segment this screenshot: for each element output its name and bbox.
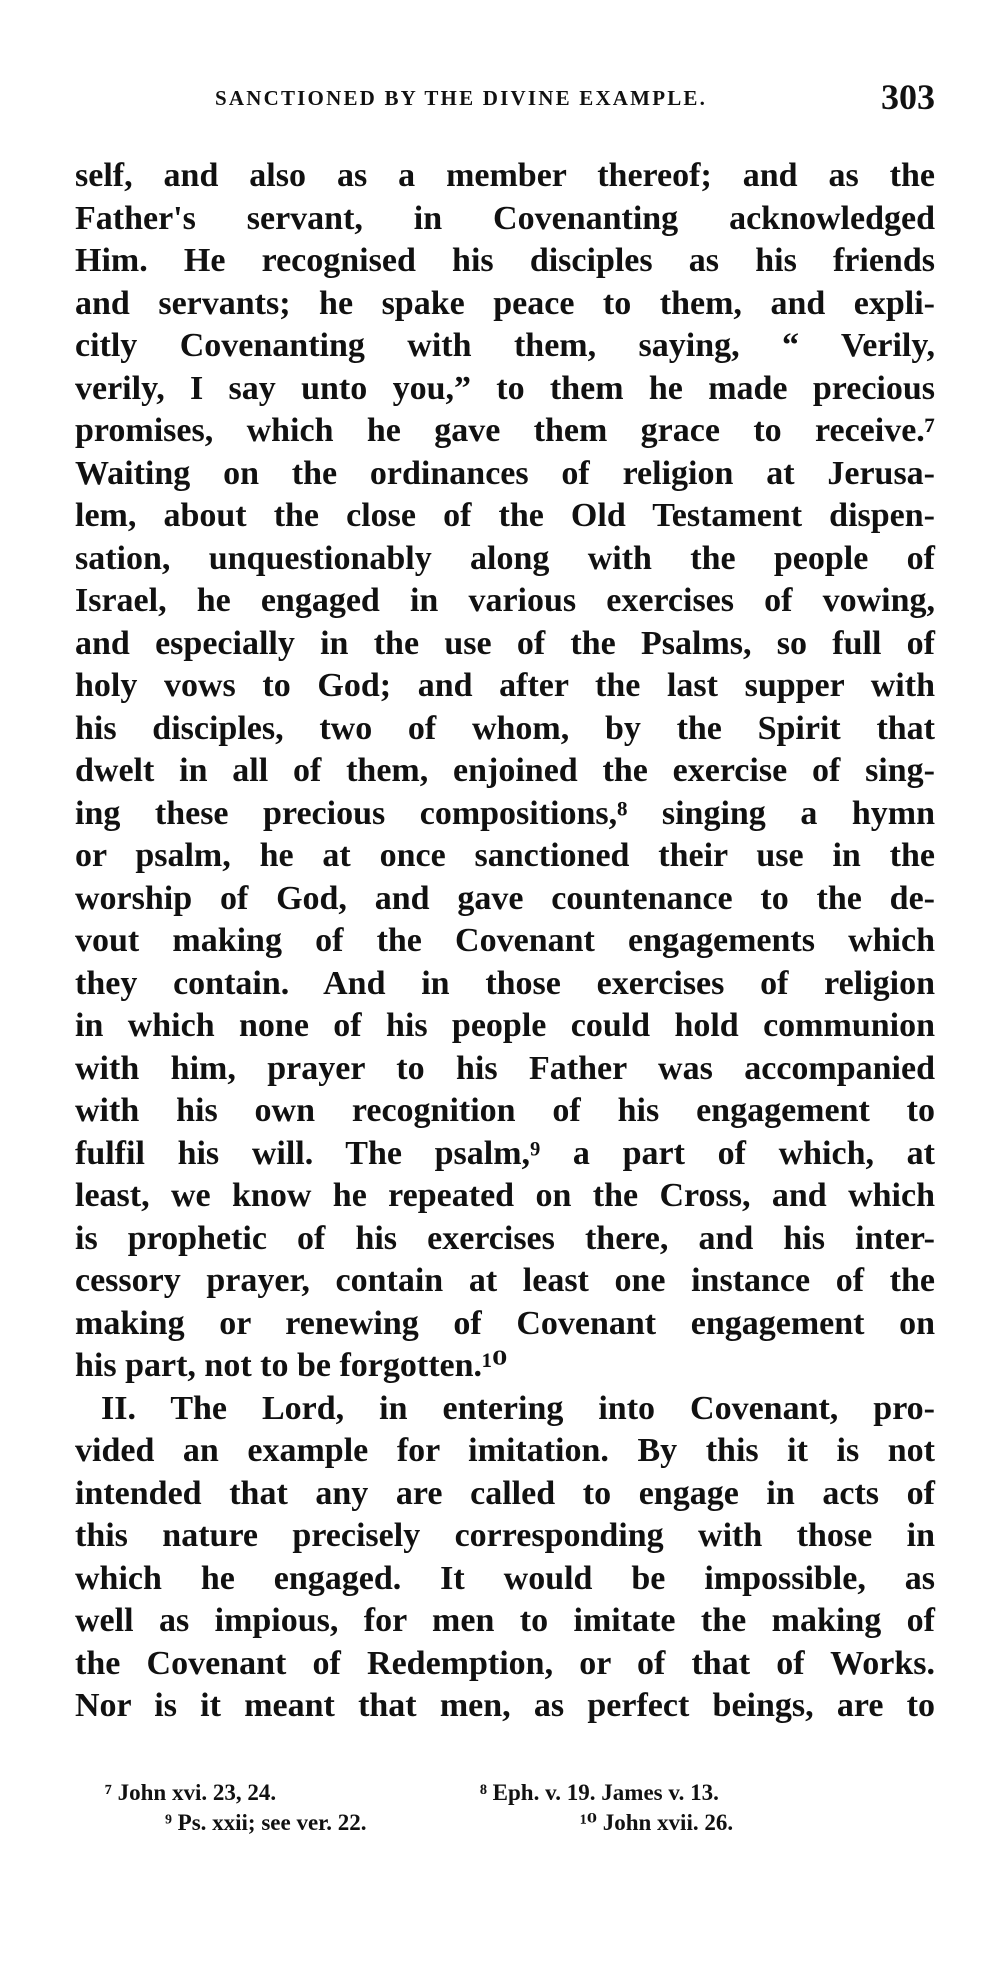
text-line: promises, which he gave them grace to receive.⁷ [75,412,935,449]
text-line: self, and also as a member thereof; and as the [75,157,935,194]
body-text [75,155,935,1728]
footnote-row [75,1778,935,1808]
footnote-7: ⁷ John xvi. 23, 24. [105,1780,277,1805]
text-line: Him. He recognised his disciples as his friends [75,242,935,279]
text-line: they contain. And in those exercises of religion [75,964,935,1002]
text-line: Father's servant, in Covenanting acknowledged [75,199,935,237]
text-line: his part, not to be forgotten.¹⁰ [75,1347,508,1384]
text-line: dwelt in all of them, enjoined the exercise of sing- [75,752,935,789]
page-header [75,76,935,126]
text-line: vout making of the Covenant engagements which [75,922,935,959]
text-line: making or renewing of Covenant engagement on [75,1304,935,1342]
text-line: citly Covenanting with them, saying, “ Verily, [75,327,935,364]
footnote-row [75,1808,935,1838]
text-line: Israel, he engaged in various exercises of vowing, [75,582,935,619]
text-line: with him, prayer to his Father was accompanied [75,1049,935,1087]
text-line: verily, I say unto you,” to them he made precious [75,369,935,407]
page-number: 303 [881,77,935,117]
text-line: and servants; he spake peace to them, and expli- [75,284,935,322]
text-line: worship of God, and gave countenance to the de- [75,879,935,917]
text-line: least, we know he repeated on the Cross, and which [75,1177,935,1214]
running-head: SANCTIONED BY THE DIVINE EXAMPLE. [215,86,708,110]
text-line: the Covenant of Redemption, or of that of Works. [75,1644,935,1682]
text-line: II. The Lord, in entering into Covenant, pro- [101,1389,935,1427]
text-line: or psalm, he at once sanctioned their use in the [75,837,935,874]
text-line: lem, about the close of the Old Testament dispen- [75,497,935,534]
text-line: and especially in the use of the Psalms, so full of [75,624,935,662]
text-line: is prophetic of his exercises there, and his inter- [75,1219,935,1257]
text-line: cessory prayer, contain at least one instance of the [75,1262,935,1299]
text-line: ing these precious compositions,⁸ singing a hymn [75,794,935,832]
text-line: holy vows to God; and after the last supper with [75,667,935,704]
text-line: sation, unquestionably along with the people of [75,539,935,577]
text-line: in which none of his people could hold communion [75,1007,935,1044]
text-line: vided an example for imitation. By this it is not [75,1432,935,1469]
text-line: with his own recognition of his engagement to [75,1092,935,1129]
text-line: intended that any are called to engage in acts of [75,1474,935,1512]
text-line: this nature precisely corresponding with those in [75,1517,935,1554]
text-line: his disciples, two of whom, by the Spirit that [75,709,935,747]
footnotes [75,1778,935,1838]
text-line: fulfil his will. The psalm,⁹ a part of which, at [75,1134,935,1172]
text-line: Waiting on the ordinances of religion at Jerusa- [75,454,935,492]
footnote-9: ⁹ Ps. xxii; see ver. 22. [165,1810,367,1835]
text-line: which he engaged. It would be impossible, as [75,1559,935,1597]
footnote-8: ⁸ Eph. v. 19. James v. 13. [480,1780,719,1805]
text-line: Nor is it meant that men, as perfect beings, are to [75,1687,935,1724]
text-line: well as impious, for men to imitate the making of [75,1602,935,1639]
footnote-10: ¹⁰ John xvii. 26. [580,1810,734,1835]
